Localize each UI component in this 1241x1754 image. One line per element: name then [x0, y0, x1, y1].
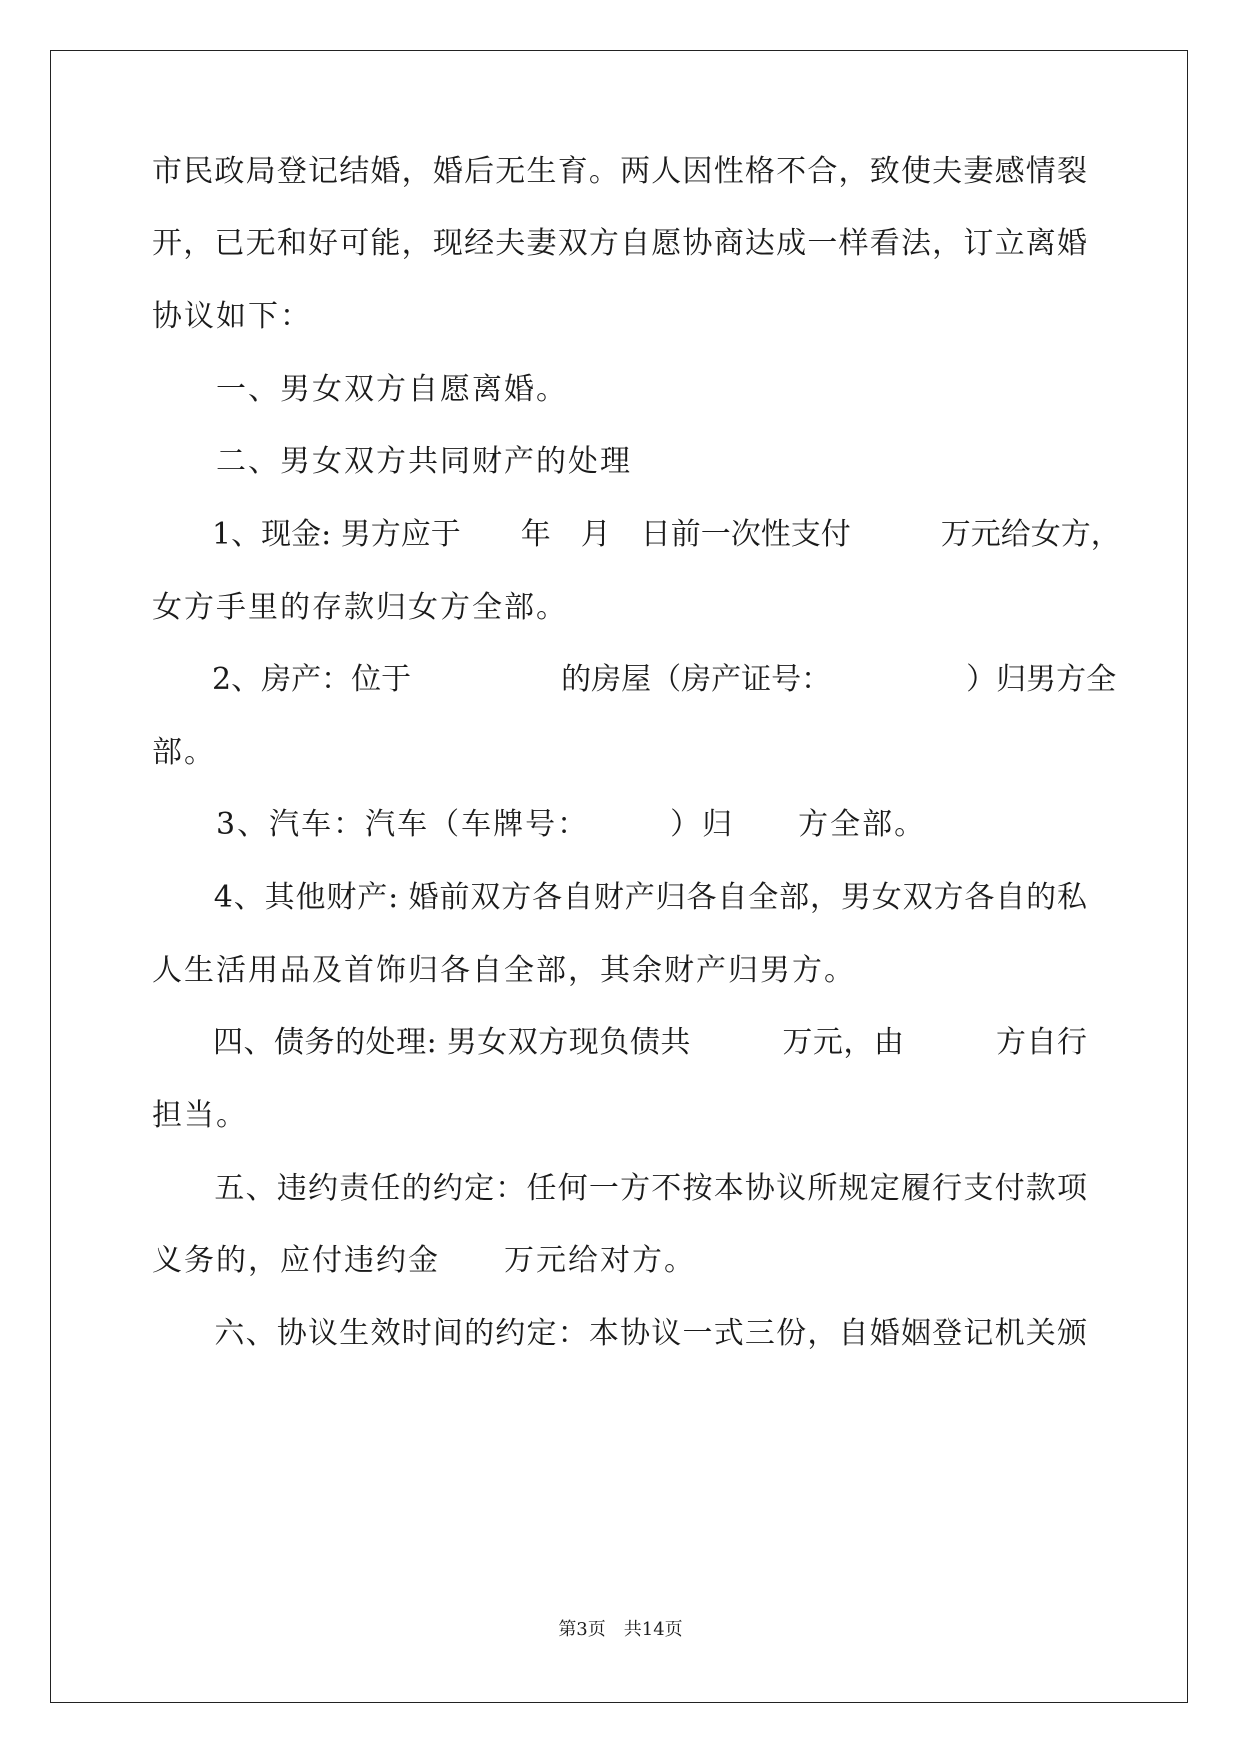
text-line: 部。 [152, 735, 216, 770]
text-line: 二、男女双方共同财产的处理 [152, 444, 632, 479]
text-line: 人生活用品及首饰归各自全部，其余财产归男方。 [152, 953, 856, 988]
text-line: 协议如下： [152, 299, 312, 334]
text-line: 五、违约责任的约定：任何一方不按本协议所规定履行支付款项 [152, 1171, 1087, 1206]
text-line: 市民政局登记结婚，婚后无生育。两人因性格不合，致使夫妻感情裂 [152, 154, 1087, 189]
text-line: 2、房产：位于 的房屋（房产证号： ）归男方全 [152, 662, 1117, 697]
text-line: 担当。 [152, 1098, 248, 1133]
text-line: 开，已无和好可能，现经夫妻双方自愿协商达成一样看法，订立离婚 [152, 226, 1087, 261]
text-line: 4、其他财产: 婚前双方各自财产归各自全部，男女双方各自的私 [152, 880, 1087, 915]
text-line: 义务的，应付违约金 万元给对方。 [152, 1243, 696, 1278]
text-line: 一、男女双方自愿离婚。 [152, 372, 568, 407]
text-line: 女方手里的存款归女方全部。 [152, 590, 568, 625]
text-line: 1、现金: 男方应于 年 月 日前一次性支付 万元给女方， [152, 517, 1121, 552]
page-border [50, 50, 1188, 1703]
text-line: 四、债务的处理: 男女双方现负债共 万元，由 方自行 [152, 1025, 1087, 1060]
text-line: 六、协议生效时间的约定：本协议一式三份，自婚姻登记机关颁 [152, 1316, 1087, 1351]
text-line: 3、汽车：汽车（车牌号： ）归 方全部。 [152, 807, 927, 842]
page-number-footer: 第3页 共14页 [558, 1619, 683, 1640]
